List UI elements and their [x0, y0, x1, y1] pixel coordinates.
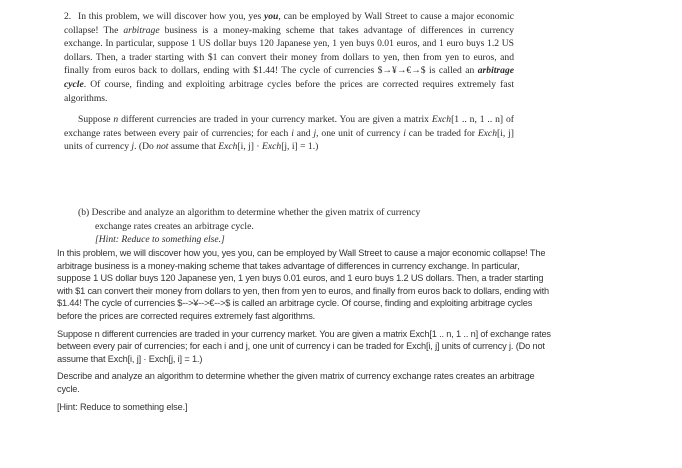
- p1-text-4: . Of course, finding and exploiting arbitrage cycles before the prices are corrected requires extremely fast algorithms.: [64, 78, 514, 104]
- term-arbitrage-cycle: arbitrage cycle: [64, 65, 514, 90]
- part-b-text-1: Describe and analyze an algorithm to determine whether the given matrix of currency: [91, 207, 421, 218]
- var-exch: Exch: [218, 141, 238, 153]
- problem-number: 2.: [64, 11, 72, 22]
- part-b-line-2: exchange rates creates an arbitrage cycle.: [95, 220, 254, 232]
- var-n: n: [113, 114, 119, 126]
- p2-text-10: [i, j] ·: [237, 141, 262, 153]
- plain-paragraph-1: In this problem, we will discover how you, yes you, can be employed by Wall Street to cause a major economic collapse! The arbitrage business is a money-making scheme that takes advantage of differences in currency exchange. In particular, suppose 1 US dollar buys 120 Japanese yen, 1 yen buys 0.01 euros, and 1 euro buys 1.2 US dollars. Then, a trader starting with $1 can convert their money from dollars to yen, then from yen to euros, and finally from euros back to dollars, ending with $1.44! The cycle of currencies $-->¥-->€-->$ is called an arbitrage cycle. Of course, finding and exploiting arbitrage cycles before the prices are corrected requires extremely fast algorithms.: [57, 248, 549, 321]
- part-b-typeset: [78, 206, 508, 247]
- term-arbitrage: arbitrage: [123, 24, 160, 36]
- plain-hint: [Hint: Reduce to something else.]: [57, 401, 188, 412]
- var-j: j: [313, 127, 317, 139]
- plain-paragraph-3: Describe and analyze an algorithm to determine whether the given matrix of currency exchange rates creates an arbitrage cycle.: [57, 371, 535, 394]
- plain-paragraph-2: Suppose n different currencies are traded in your currency market. You are given a matrix Exch[1 .. n, 1 .. n] of exchange rates between every pair of currencies; for each i and j, one unit of currency i can be traded for Exch[i, j] units of currency j. (Do not assume that Exch[i, j] · Exch[j, i] = 1.): [57, 328, 551, 364]
- problem-statement-typeset: [64, 10, 514, 154]
- p2-text-5: , one unit of currency: [316, 127, 404, 139]
- emphasis-not: not: [156, 141, 169, 153]
- part-b-label: (b): [78, 207, 90, 218]
- p2-text-6: can be traded for: [405, 127, 478, 139]
- part-b-hint: [Hint: Reduce to something else.]: [95, 234, 225, 246]
- problem-statement-plain: [57, 247, 553, 418]
- p2-text-4: and: [293, 127, 314, 139]
- p2-text-11: [j, i] = 1.): [281, 141, 319, 153]
- problem-paragraph-2: [64, 113, 514, 154]
- var-j: j: [131, 141, 135, 153]
- p2-text-9: assume that: [168, 141, 219, 153]
- p1-text-3: business is a money-making scheme that takes advantage of differences in currency exchange. In particular, suppose 1 US dollar buys 120 Japanese yen, 1 yen buys 0.01 euros, and 1 euro buys 1.2 US dollars. Then, a trader starting with $1 can convert their money from dollars to yen, then from yen to euros, and finally from euros back to dollars, ending with $1.44! The cycle of currencies $→¥→€→$ is called an: [64, 24, 514, 77]
- p2-text-7: [i, j] units of currency: [64, 127, 514, 153]
- p2-text-1: Suppose: [78, 114, 114, 126]
- p1-text-2: , can be employed by Wall Street to cause a major economic collapse! The: [64, 11, 514, 36]
- var-exch: Exch: [477, 127, 497, 139]
- emphasis-you: you: [264, 11, 279, 22]
- var-exch: Exch: [431, 114, 452, 126]
- p2-text-8: . (Do: [134, 141, 157, 153]
- var-i: i: [291, 127, 294, 139]
- part-b-line-1: [78, 206, 508, 220]
- p2-text-3: [1 .. n, 1 .. n] of exchange rates between every pair of currencies; for each: [64, 114, 514, 139]
- var-i: i: [403, 127, 406, 139]
- var-exch: Exch: [262, 141, 282, 153]
- p2-text-2: different currencies are traded in your currency market. You are given a matrix: [118, 114, 432, 126]
- problem-paragraph-1: [64, 10, 514, 105]
- p1-text-1: In this problem, we will discover how you, yes: [78, 11, 264, 22]
